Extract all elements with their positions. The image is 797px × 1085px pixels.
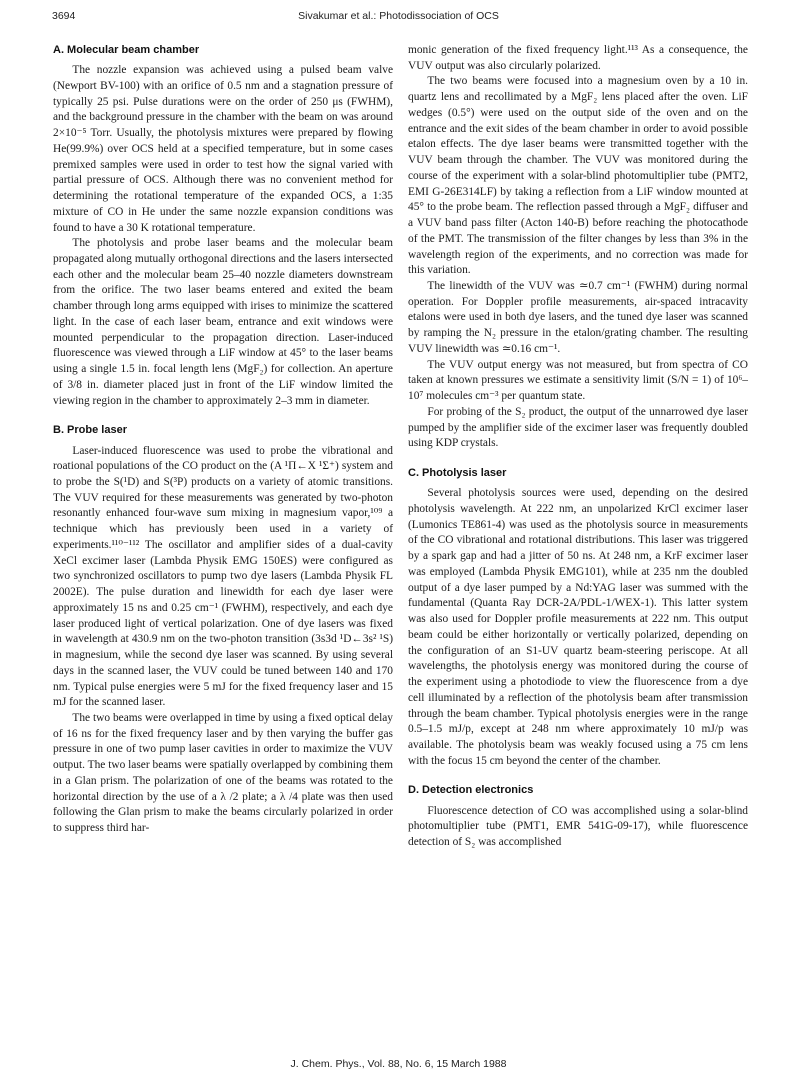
journal-footer: J. Chem. Phys., Vol. 88, No. 6, 15 March 1988 bbox=[290, 1058, 507, 1070]
paragraph-continued: monic generation of the fixed frequency light.¹¹³ As a consequence, the VUV output was also circularly polarized. bbox=[408, 44, 748, 72]
right-column bbox=[408, 43, 748, 851]
paragraph: The two beams were overlapped in time by using a fixed optical delay of 16 ns for the fixed frequency laser and by then varying the buffer gas pressure in one of two pump laser cavities in order to maximize the VUV output. The two laser beams were spatially overlapped by combining them in a Glan prism. The polarization of one of the beams was rotated to the horizontal direction by the use of a λ /2 plate; a λ /4 plate was then used following the Glan prism to make the beams circularly polarized in order to suppress third har- bbox=[53, 711, 393, 835]
paragraph: The linewidth of the VUV was ≃0.7 cm⁻¹ (FWHM) during normal operation. For Doppler profile measurements, air-spaced intracavity etalons were used in both dye lasers, and the tuned dye laser was scanned by ramping the N₂ pressure in the etalon/grating chamber. The resulting VUV linewidth was ≃0.16 cm⁻¹. bbox=[408, 280, 748, 355]
section-heading-detection-electronics: D. Detection electronics bbox=[408, 784, 534, 797]
paragraph: The two beams were focused into a magnesium oven by a 10 in. quartz lens and recollimated by a MgF₂ lens placed after the oven. LiF wedges (0.5°) were used on the output side of the oven and on the entrance and the exit sides of the beam chamber in order to avoid possible etalon effects. The dye laser beams were transmitted together with the VUV beam through the chamber. The VUV was monitored during the course of the experiment with a solar-blind photomultiplier tube (PMT2, EMI G-26E314LF) by taking a reflection from a LiF window mounted at 45° to the probe beam. The reflection passed through a MgF₂ diffuser and a VUV band pass filter (Acton 140-B) before reaching the photocathode of the PMT. The transmission of the filter changes by less than 3% in the wavelength region of the experiments, and no correction was made for this variation. bbox=[408, 75, 748, 277]
paragraph: The VUV output energy was not measured, but from spectra of CO taken at known pressures we estimate a sensitivity limit (S/N = 1) of 10⁶–10⁷ molecules cm⁻³ per quantum state. bbox=[408, 358, 748, 403]
left-column bbox=[53, 43, 393, 837]
running-title: Sivakumar et al.: Photodissociation of OCS bbox=[298, 10, 499, 22]
paragraph: For probing of the S₂ product, the output of the unnarrowed dye laser pumped by the amplifier side of the excimer laser was frequently doubled using KDP crystals. bbox=[408, 405, 748, 450]
section-heading-photolysis-laser: C. Photolysis laser bbox=[408, 467, 507, 480]
paragraph: Laser-induced fluorescence was used to probe the vibrational and roational populations of the CO product on the (A ¹Π←X ¹Σ⁺) system and to probe the S(¹D) and S(³P) products on a variety of atomic transitions. The VUV required for these measurements was generated by two-photon resonantly enhanced four-wave sum mixing in magnesium vapor,¹⁰⁹ a technique which has previously been used in a variety of experiments.¹¹⁰⁻¹¹² The oscillator and amplifier sides of a dual-cavity XeCl excimer laser (Lambda Physik EMG 150ES) were configured as two synchronized oscillators to pump two dye lasers (Lambda Physik FL 2002E). The pulse duration and linewidth for each dye laser were approximately 15 ns and 0.25 cm⁻¹ (FWHM), respectively, and each dye laser produced light of vertical polarization. One of dye lasers was fixed in wavelength at 430.9 nm on the two-photon transition (3s3d ¹D←3s² ¹S) in magnesium, while the second dye laser was scanned. By using several days in the scanned laser, the VUV could be tuned between 140 and 170 nm. Typical pulse energies were 5 mJ for the fixed frequency laser and 15 mJ for the scanned laser. bbox=[53, 444, 393, 709]
paragraph: Fluorescence detection of CO was accomplished using a solar-blind photomultiplier tube (PMT1, EMR 541G-09-17), while fluorescence detection of S₂ was accomplished bbox=[408, 804, 748, 849]
paragraph: Several photolysis sources were used, depending on the desired photolysis wavelength. At 222 nm, an unpolarized KrCl excimer laser (Lumonics TE861-4) was used as the photolysis source in measurements of the CO vibrational and rotational distributions. This laser was triggered by a spark gap and had a jitter of 50 ns. At 248 nm, a KrF excimer laser was employed (Lambda Physik EMG101), while at 235 nm the doubled output of a dye laser pumped by a Nd:YAG laser was summed with the fundamental (Quanta Ray DCR-2A/PDL-1/WEX-1). This latter system was also used for Doppler profile measurements at 222 nm. This output beam could be either horizontally or vertically polarized, depending on the configuration of an S1-UV quartz beam-steering periscope. At all wavelengths, the photolysis energy was monitored during the course of the experiment using a photodiode to view the fluorescence from a dye cell illuminated by a reflection of the photolysis beam after transmission through the beam chamber. Typical photolysis energies were in the range 0.5–1.5 mJ/p, except at 248 nm where approximately 10 mJ/p was available. The photolysis beam was weakly focused using a 75 cm lens with the focus 15 cm beyond the center of the chamber. bbox=[408, 487, 748, 767]
section-heading-molecular-beam-chamber: A. Molecular beam chamber bbox=[53, 44, 200, 56]
page-number: 3694 bbox=[52, 10, 76, 22]
paragraph: The nozzle expansion was achieved using a pulsed beam valve (Newport BV-100) with an orifice of 0.5 nm and a stagnation pressure of typically 25 psi. Pulse durations were on the order of 250 μs (FWHM), and the background pressure in the chamber with the beam on was around 2×10⁻⁵ Torr. Usually, the photolysis mixtures were prepared by flowing He(99.9%) over OCS held at a specified temperature, but in some cases premixed samples were used in order to test how the signal varied with partial pressure of OCS. Although there was no convenient method for determining the rotational temperature of the expanded OCS, a 1:35 mixture of CO in He under the same nozzle expansion conditions was found to have a 30 K rotational temperature. bbox=[53, 64, 393, 234]
section-heading-probe-laser: B. Probe laser bbox=[53, 424, 127, 437]
paragraph: The photolysis and probe laser beams and the molecular beam propagated along mutually orthogonal directions and the lasers intersected each other and the molecular beam 25–40 nozzle diameters downstream from the orifice. The two laser beams entered and exited the beam chamber through long arms equipped with irises to minimize the scattered light. In the case of each laser beam, entrance and exit windows were mounted perpendicular to the propagation direction. Laser-induced fluorescence was viewed through a LiF window at 45° to the laser beams using a single 1.5 in. focal length lens (MgF₂) for collection. An aperture of 3/8 in. diameter placed just in front of the LiF window limited the viewing region in the chamber to approximately 2–3 mm in diameter. bbox=[53, 237, 393, 407]
